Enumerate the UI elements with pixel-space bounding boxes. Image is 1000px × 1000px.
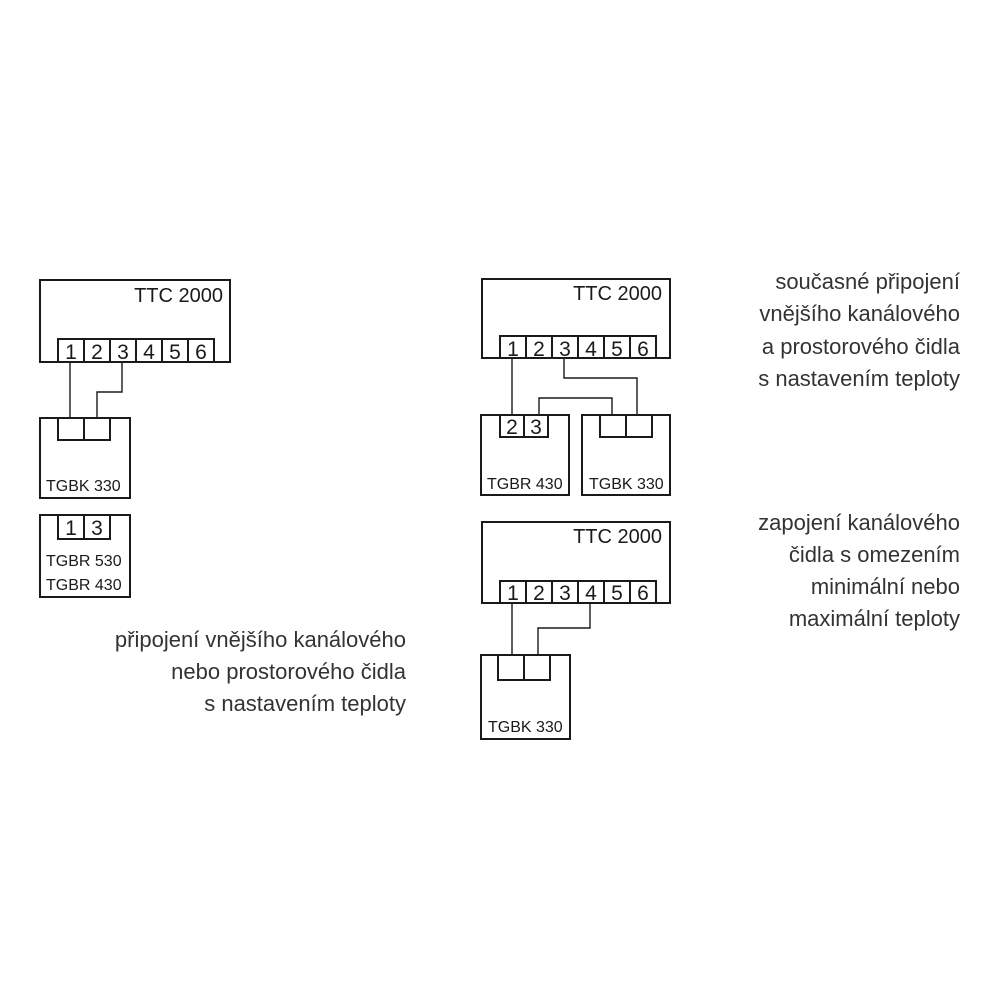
terminal-strip <box>58 339 214 364</box>
terminal-label: 4 <box>143 341 155 364</box>
diagram-3-caption-line: minimální nebo <box>810 574 960 599</box>
terminal-label: 2 <box>91 341 103 364</box>
terminal-strip <box>500 336 656 361</box>
controller-name: TTC 2000 <box>573 283 662 305</box>
diagram-3-caption-line: zapojení kanálového <box>758 510 960 535</box>
terminal-strip <box>500 581 656 605</box>
diagram-2-caption-line: vnějšího kanálového <box>759 301 960 326</box>
terminal-label: 6 <box>637 338 649 361</box>
terminal-label: 6 <box>195 341 207 364</box>
diagram-3-caption-line: maximální teploty <box>788 606 960 631</box>
diagram-2-caption-line: s nastavením teploty <box>758 366 960 391</box>
controller-name: TTC 2000 <box>573 526 662 548</box>
diagram-1-caption-line: připojení vnějšího kanálového <box>114 627 406 652</box>
sensor-a-name: TGBR 430 <box>487 476 563 493</box>
terminal-label: 6 <box>637 582 649 605</box>
sensor-name: TGBK 330 <box>46 478 121 495</box>
terminal-label: 4 <box>585 582 597 605</box>
diagram-3-caption-line: čidla s omezením <box>788 542 960 567</box>
diagram-1 <box>40 280 407 716</box>
controller-name: TTC 2000 <box>134 285 223 307</box>
terminal-label: 5 <box>611 338 623 361</box>
terminal-label: 3 <box>559 338 571 361</box>
terminal-label: 2 <box>533 338 545 361</box>
terminal-label: 1 <box>507 338 519 361</box>
terminal-label: 4 <box>585 338 597 361</box>
diagram-1-caption-line: nebo prostorového čidla <box>171 659 406 684</box>
wire-terminal-3-to-sensor <box>97 362 122 418</box>
alt-sensor-terminal-label: 3 <box>91 517 103 540</box>
terminal-label: 5 <box>611 582 623 605</box>
terminal-label: 3 <box>117 341 129 364</box>
terminal-label: 1 <box>65 341 77 364</box>
diagram-2-caption-line: a prostorového čidla <box>761 334 960 359</box>
sensor-name: TGBK 330 <box>488 719 563 736</box>
terminal-label: 1 <box>507 582 519 605</box>
diagram-2-caption-line: současné připojení <box>775 269 960 294</box>
wire-terminal-4-to-sensor <box>538 603 590 655</box>
sensor-a-terminal-label: 2 <box>506 416 518 439</box>
sensor-b-name: TGBK 330 <box>589 476 664 493</box>
wire-sensor-a-to-sensor-b <box>539 398 612 415</box>
alt-sensor-name: TGBR 430 <box>46 577 122 594</box>
terminal-label: 2 <box>533 582 545 605</box>
terminal-label: 5 <box>169 341 181 364</box>
alt-sensor-terminal-label: 1 <box>65 517 77 540</box>
diagram-1-caption-line: s nastavením teploty <box>204 691 406 716</box>
wire-terminal-3-to-sensor-b <box>564 358 637 415</box>
diagram-2 <box>481 269 961 495</box>
sensor-a-terminal-label: 3 <box>530 416 542 439</box>
diagram-3 <box>481 510 960 739</box>
alt-sensor-name: TGBR 530 <box>46 553 122 570</box>
terminal-label: 3 <box>559 582 571 605</box>
